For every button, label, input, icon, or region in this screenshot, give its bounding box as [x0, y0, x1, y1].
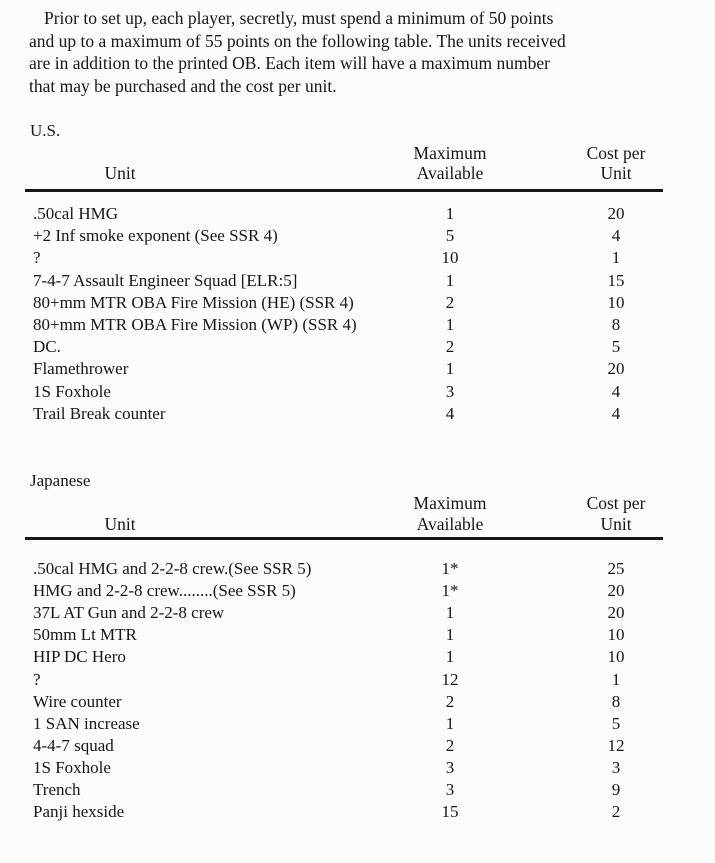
- jp-max-header-line2: Available: [416, 514, 484, 534]
- table-row: [0, 757, 715, 779]
- unit-cell: 37L AT Gun and 2-2-8 crew: [33, 603, 225, 623]
- unit-cell: Flamethrower: [33, 359, 129, 379]
- cost-cell: 1: [611, 669, 621, 689]
- table-row: [0, 292, 715, 314]
- cost-cell: 3: [611, 757, 621, 777]
- cost-cell: 20: [607, 359, 625, 379]
- us-unit-header: Unit: [104, 163, 136, 183]
- unit-cell: 7-4-7 Assault Engineer Squad [ELR:5]: [33, 270, 298, 290]
- table-row: [0, 713, 715, 735]
- cost-cell: 5: [611, 337, 621, 357]
- intro-line: are in addition to the printed OB. Each item will have a maximum number: [29, 53, 550, 74]
- unit-cell: ?: [33, 248, 41, 268]
- intro-line: that may be purchased and the cost per unit.: [29, 75, 337, 96]
- cost-cell: 4: [611, 403, 621, 423]
- max-available-cell: 5: [445, 226, 455, 246]
- jp-table-rule: [25, 537, 663, 540]
- table-row: [0, 668, 715, 690]
- unit-cell: 1 SAN increase: [33, 713, 140, 733]
- intro-line: and up to a maximum of 55 points on the following table. The units received: [29, 30, 566, 51]
- us-max-header-line1: Maximum: [413, 143, 487, 163]
- cost-cell: 15: [607, 270, 625, 290]
- table-row: [0, 779, 715, 801]
- us-max-header-line2: Available: [416, 163, 484, 183]
- unit-cell: HMG and 2-2-8 crew........(See SSR 5): [33, 581, 296, 601]
- unit-cell: Wire counter: [33, 691, 122, 711]
- unit-cell: .50cal HMG and 2-2-8 crew.(See SSR 5): [33, 559, 312, 579]
- jp-cost-header-line2: Unit: [600, 514, 632, 534]
- jp-unit-header: Unit: [104, 514, 136, 534]
- unit-cell: 1S Foxhole: [33, 381, 111, 401]
- unit-cell: 80+mm MTR OBA Fire Mission (HE) (SSR 4): [33, 292, 354, 312]
- cost-cell: 20: [607, 204, 625, 224]
- us-cost-header-line1: Cost per: [586, 143, 646, 163]
- table-row: [0, 270, 715, 292]
- us-cost-header-line2: Unit: [600, 163, 632, 183]
- table-row: [0, 580, 715, 602]
- unit-cell: 1S Foxhole: [33, 757, 111, 777]
- table-row: [0, 691, 715, 713]
- cost-cell: 8: [611, 315, 621, 335]
- unit-cell: +2 Inf smoke exponent (See SSR 4): [33, 226, 278, 246]
- unit-cell: Trench: [33, 779, 81, 799]
- jp-cost-header-line1: Cost per: [586, 493, 646, 513]
- table-row: [0, 336, 715, 358]
- max-available-cell: 1*: [441, 559, 459, 579]
- table-row: [0, 314, 715, 336]
- max-available-cell: 2: [445, 735, 455, 755]
- table-row: [0, 646, 715, 668]
- table-row: [0, 247, 715, 269]
- jp-table-rows: [0, 558, 715, 823]
- intro-paragraph: [29, 7, 689, 97]
- table-row: [0, 225, 715, 247]
- unit-cell: ?: [33, 669, 41, 689]
- unit-cell: 50mm Lt MTR: [33, 625, 137, 645]
- cost-cell: 20: [607, 603, 625, 623]
- max-available-cell: 15: [441, 802, 459, 822]
- cost-cell: 4: [611, 381, 621, 401]
- table-row: [0, 735, 715, 757]
- max-available-cell: 1: [445, 603, 455, 623]
- max-available-cell: 3: [445, 779, 455, 799]
- cost-cell: 4: [611, 226, 621, 246]
- cost-cell: 8: [611, 691, 621, 711]
- us-table-rows: [0, 203, 715, 425]
- table-row: [0, 358, 715, 380]
- jp-max-header-line1: Maximum: [413, 493, 487, 513]
- table-row: [0, 801, 715, 823]
- unit-cell: 80+mm MTR OBA Fire Mission (WP) (SSR 4): [33, 315, 357, 335]
- max-available-cell: 1: [445, 625, 455, 645]
- japanese-section-label: Japanese: [30, 471, 91, 490]
- max-available-cell: 1: [445, 647, 455, 667]
- max-available-cell: 1: [445, 713, 455, 733]
- cost-cell: 9: [611, 779, 621, 799]
- cost-cell: 2: [611, 802, 621, 822]
- max-available-cell: 1: [445, 359, 455, 379]
- unit-cell: DC.: [33, 337, 61, 357]
- table-row: [0, 558, 715, 580]
- cost-cell: 1: [611, 248, 621, 268]
- table-row: [0, 602, 715, 624]
- max-available-cell: 2: [445, 691, 455, 711]
- max-available-cell: 2: [445, 292, 455, 312]
- max-available-cell: 1: [445, 270, 455, 290]
- cost-cell: 10: [607, 625, 625, 645]
- table-row: [0, 381, 715, 403]
- max-available-cell: 10: [441, 248, 459, 268]
- us-table-rule: [25, 189, 663, 192]
- table-row: [0, 403, 715, 425]
- table-row: [0, 624, 715, 646]
- cost-cell: 20: [607, 581, 625, 601]
- cost-cell: 10: [607, 647, 625, 667]
- table-row: [0, 203, 715, 225]
- intro-line: Prior to set up, each player, secretly, must spend a minimum of 50 points: [44, 8, 554, 28]
- max-available-cell: 3: [445, 381, 455, 401]
- max-available-cell: 4: [445, 403, 455, 423]
- unit-cell: .50cal HMG: [33, 204, 118, 224]
- cost-cell: 12: [607, 735, 625, 755]
- max-available-cell: 1: [445, 315, 455, 335]
- max-available-cell: 12: [441, 669, 459, 689]
- cost-cell: 5: [611, 713, 621, 733]
- unit-cell: 4-4-7 squad: [33, 735, 114, 755]
- max-available-cell: 1: [445, 204, 455, 224]
- unit-cell: Trail Break counter: [33, 403, 166, 423]
- cost-cell: 25: [607, 559, 625, 579]
- unit-cell: HIP DC Hero: [33, 647, 126, 667]
- max-available-cell: 2: [445, 337, 455, 357]
- cost-cell: 10: [607, 292, 625, 312]
- max-available-cell: 1*: [441, 581, 459, 601]
- us-section-label: U.S.: [30, 121, 61, 140]
- unit-cell: Panji hexside: [33, 802, 125, 822]
- max-available-cell: 3: [445, 757, 455, 777]
